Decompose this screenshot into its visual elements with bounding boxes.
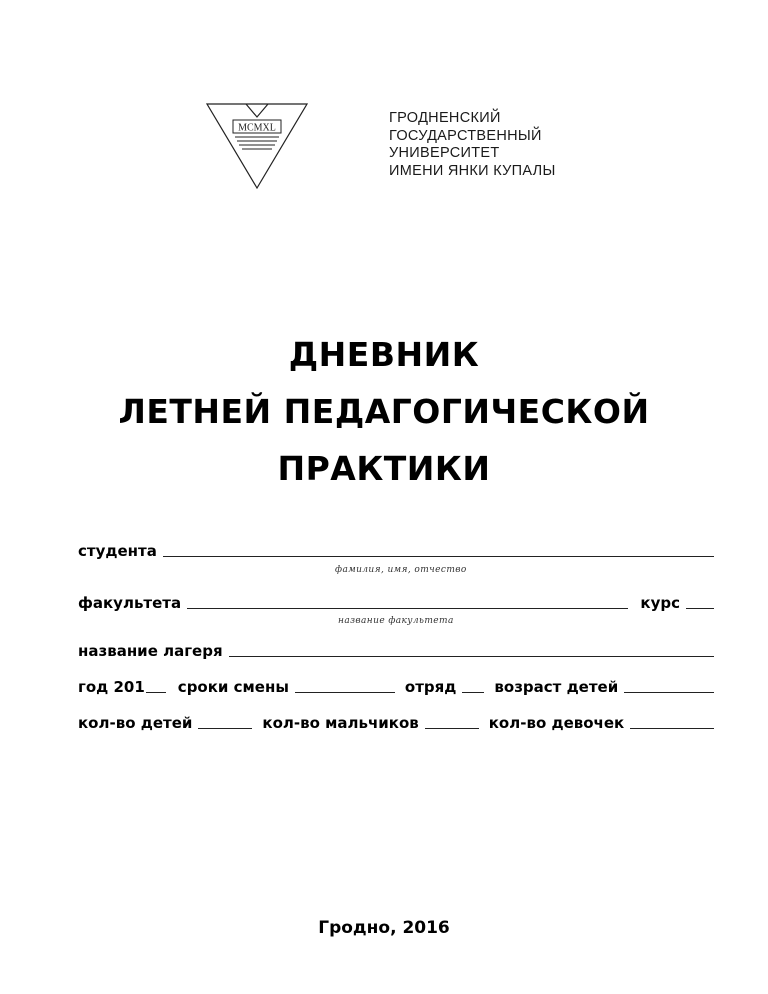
faculty-hint: название факультета bbox=[338, 616, 454, 626]
student-hint: фамилия, имя, отчество bbox=[335, 565, 467, 575]
document-title bbox=[0, 326, 768, 497]
university-name-line: ГОСУДАРСТВЕННЫЙ bbox=[389, 127, 542, 144]
camp-label: название лагеря bbox=[78, 642, 223, 660]
girls-count-label: кол-во девочек bbox=[488, 714, 625, 732]
faculty-field[interactable] bbox=[187, 593, 628, 609]
counts-row bbox=[78, 710, 714, 732]
faculty-row bbox=[78, 590, 714, 612]
title-line: ДНЕВНИК bbox=[288, 335, 480, 374]
university-name-line: ИМЕНИ ЯНКИ КУПАЛЫ bbox=[389, 162, 556, 179]
camp-row bbox=[78, 638, 714, 660]
title-line: ПРАКТИКИ bbox=[277, 449, 491, 488]
university-logo bbox=[206, 103, 308, 189]
university-name-line: ГРОДНЕНСКИЙ bbox=[389, 110, 501, 126]
year-row bbox=[78, 674, 714, 696]
course-field[interactable] bbox=[686, 593, 714, 609]
student-label: студента bbox=[78, 542, 157, 560]
children-count-label: кол-во детей bbox=[78, 714, 193, 732]
student-row bbox=[78, 538, 714, 560]
girls-count-field[interactable] bbox=[630, 713, 714, 729]
camp-field[interactable] bbox=[229, 641, 714, 657]
university-name-line: УНИВЕРСИТЕТ bbox=[389, 145, 500, 161]
boys-count-field[interactable] bbox=[425, 713, 479, 729]
course-label: курс bbox=[640, 594, 680, 612]
faculty-label: факультета bbox=[78, 594, 182, 612]
squad-field[interactable] bbox=[462, 677, 484, 693]
place-and-year: Гродно, 2016 bbox=[318, 918, 450, 938]
boys-count-label: кол-во мальчиков bbox=[262, 714, 419, 732]
student-name-field[interactable] bbox=[163, 541, 714, 557]
squad-label: отряд bbox=[404, 678, 457, 696]
age-label: возраст детей bbox=[494, 678, 619, 696]
year-field[interactable] bbox=[146, 677, 166, 693]
title-line: ЛЕТНЕЙ ПЕДАГОГИЧЕСКОЙ bbox=[118, 392, 650, 431]
shift-label: сроки смены bbox=[177, 678, 289, 696]
age-field[interactable] bbox=[624, 677, 714, 693]
year-label: год 201 bbox=[78, 678, 145, 696]
logo-text: MCMXL bbox=[238, 122, 276, 134]
children-count-field[interactable] bbox=[198, 713, 252, 729]
university-name bbox=[389, 110, 556, 180]
shift-field[interactable] bbox=[295, 677, 395, 693]
